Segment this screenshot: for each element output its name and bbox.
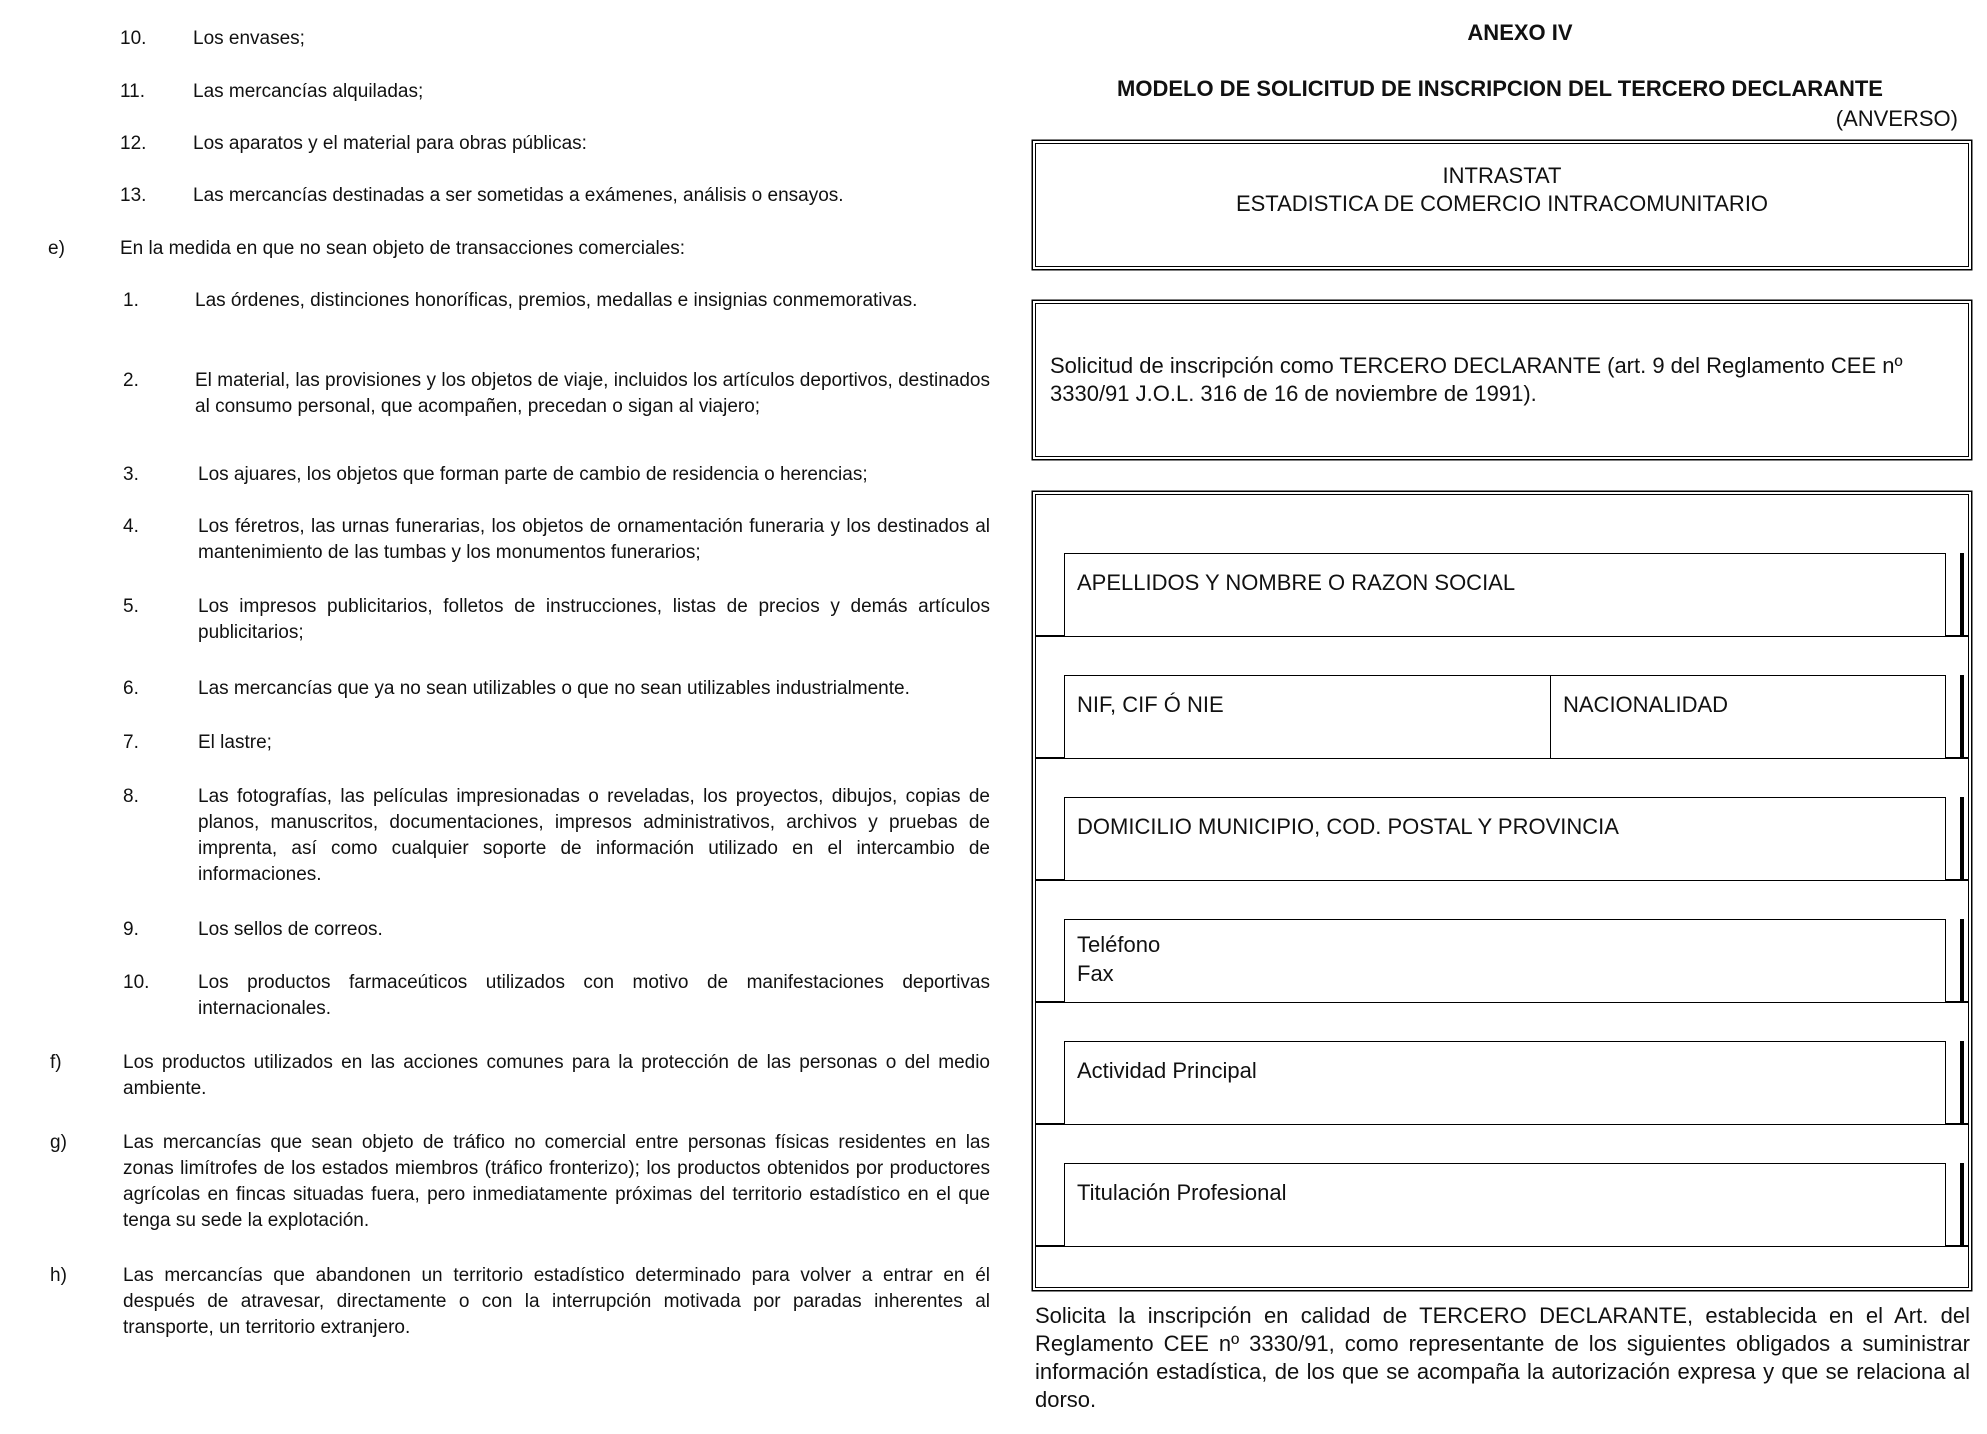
item-text: Las fotografías, las películas impresionadas o reveladas, los proyectos, dibujos, copias de planos, manuscritos, documentaciones, impresos administrativos, archivos y pruebas de imprenta, así como cualquier soporte de información utilizado en el intercambio de informaciones. [198, 786, 990, 885]
item-text: Los envases; [193, 28, 305, 49]
section-letter: e) [48, 238, 65, 259]
address-field[interactable] [1064, 797, 1946, 881]
intrastat-subtitle: ESTADISTICA DE COMERCIO INTRACOMUNITARIO [1235, 191, 1769, 216]
applicant-form [1035, 494, 1969, 1288]
item-number: 6. [123, 678, 139, 699]
solicitud-box [1035, 303, 1969, 457]
section-letter: h) [50, 1265, 67, 1286]
item-text: Los productos farmaceúticos utilizados con motivo de manifestaciones deportivas internacionales. [198, 972, 990, 1019]
intrastat-box [1035, 143, 1969, 267]
item-number: 5. [123, 596, 139, 617]
section-text: Los productos utilizados en las acciones comunes para la protección de las personas o del medio ambiente. [123, 1052, 990, 1099]
item-text: Las mercancías que ya no sean utilizables o que no sean utilizables industrialmente. [198, 678, 910, 699]
item-text: El material, las provisiones y los objetos de viaje, incluidos los artículos deportivos, destinados al consumo personal, que acompañen, precedan o sigan al viajero; [195, 370, 990, 417]
field-shadow [1960, 553, 1964, 635]
anverso-label: (ANVERSO) [1835, 106, 1958, 131]
field-shadow [1960, 797, 1964, 879]
name-field-label: APELLIDOS Y NOMBRE O RAZON SOCIAL [1077, 570, 1516, 595]
item-number: 1. [123, 290, 139, 311]
field-shadow [1960, 675, 1964, 757]
solicitud-text: Solicitud de inscripción como TERCERO DECLARANTE (art. 9 del Reglamento CEE nº 3330/91 J.O.L. 316 de 16 de noviembre de 1991). [1050, 353, 1903, 406]
item-number: 9. [123, 919, 139, 940]
section-letter: g) [50, 1132, 67, 1153]
form-model-title: MODELO DE SOLICITUD DE INSCRIPCION DEL TERCERO DECLARANTE [1117, 76, 1883, 101]
annex-title: ANEXO IV [1467, 20, 1573, 45]
nationality-field-label: NACIONALIDAD [1563, 692, 1729, 717]
field-shadow [1960, 919, 1964, 1001]
nif-field[interactable] [1064, 675, 1552, 759]
intrastat-title: INTRASTAT [1442, 163, 1562, 188]
item-number: 13. [120, 185, 147, 206]
fax-label: Fax [1077, 961, 1114, 986]
item-number: 11. [120, 81, 146, 102]
nationality-field[interactable] [1550, 675, 1946, 759]
closing-paragraph: Solicita la inscripción en calidad de TERCERO DECLARANTE, establecida en el Art. del Reglamento CEE nº 3330/91, como representante de los siguientes obligados a suministrar información estadística, de los que se acompaña la autorización expresa y que se relaciona al dorso. [1035, 1303, 1970, 1412]
qualification-field-label: Titulación Profesional [1077, 1180, 1287, 1205]
section-text: Las mercancías que abandonen un territorio estadístico determinado para volver a entrar en él después de atravesar, directamente o con la interrupción motivada por paradas inherentes al transporte, un territorio extranjero. [123, 1265, 990, 1338]
nif-field-label: NIF, CIF Ó NIE [1077, 692, 1224, 717]
address-field-label: DOMICILIO MUNICIPIO, COD. POSTAL Y PROVINCIA [1077, 814, 1619, 839]
item-number: 3. [123, 464, 139, 485]
item-text: Los aparatos y el material para obras públicas: [193, 133, 587, 154]
name-field[interactable] [1064, 553, 1946, 637]
item-text: Los impresos publicitarios, folletos de instrucciones, listas de precios y demás artículos publicitarios; [198, 596, 990, 643]
item-number: 7. [123, 732, 139, 753]
phone-label: Teléfono [1077, 932, 1161, 957]
activity-field[interactable] [1064, 1041, 1946, 1125]
item-text: Los ajuares, los objetos que forman parte de cambio de residencia o herencias; [198, 464, 868, 485]
item-text: Las órdenes, distinciones honoríficas, premios, medallas e insignias conmemorativas. [195, 290, 918, 311]
item-number: 8. [123, 786, 139, 807]
item-number: 2. [123, 370, 139, 391]
item-number: 10. [120, 28, 147, 49]
section-text: Las mercancías que sean objeto de tráfico no comercial entre personas físicas residentes en las zonas limítrofes de los estados miembros (tráfico fronterizo); los productos obtenidos por productores agrícolas en fincas situadas fuera, pero inmediatamente próximas del territorio estadístico en el que tenga su sede la explotación. [123, 1132, 990, 1231]
item-number: 10. [123, 972, 150, 993]
section-letter: f) [50, 1052, 62, 1073]
item-text: Los féretros, las urnas funerarias, los objetos de ornamentación funeraria y los destinados al mantenimiento de las tumbas y los monumentos funerarios; [198, 516, 990, 563]
phone-fax-field[interactable] [1064, 919, 1946, 1003]
qualification-field[interactable] [1064, 1163, 1946, 1247]
section-text: En la medida en que no sean objeto de transacciones comerciales: [120, 238, 686, 259]
item-text: Las mercancías destinadas a ser sometidas a exámenes, análisis o ensayos. [193, 185, 844, 206]
field-shadow [1960, 1041, 1964, 1123]
activity-field-label: Actividad Principal [1077, 1058, 1257, 1083]
item-text: Las mercancías alquiladas; [193, 81, 424, 102]
item-text: Los sellos de correos. [198, 919, 383, 940]
item-number: 12. [120, 133, 147, 154]
item-number: 4. [123, 516, 139, 537]
item-text: El lastre; [198, 732, 272, 753]
field-shadow [1960, 1163, 1964, 1245]
